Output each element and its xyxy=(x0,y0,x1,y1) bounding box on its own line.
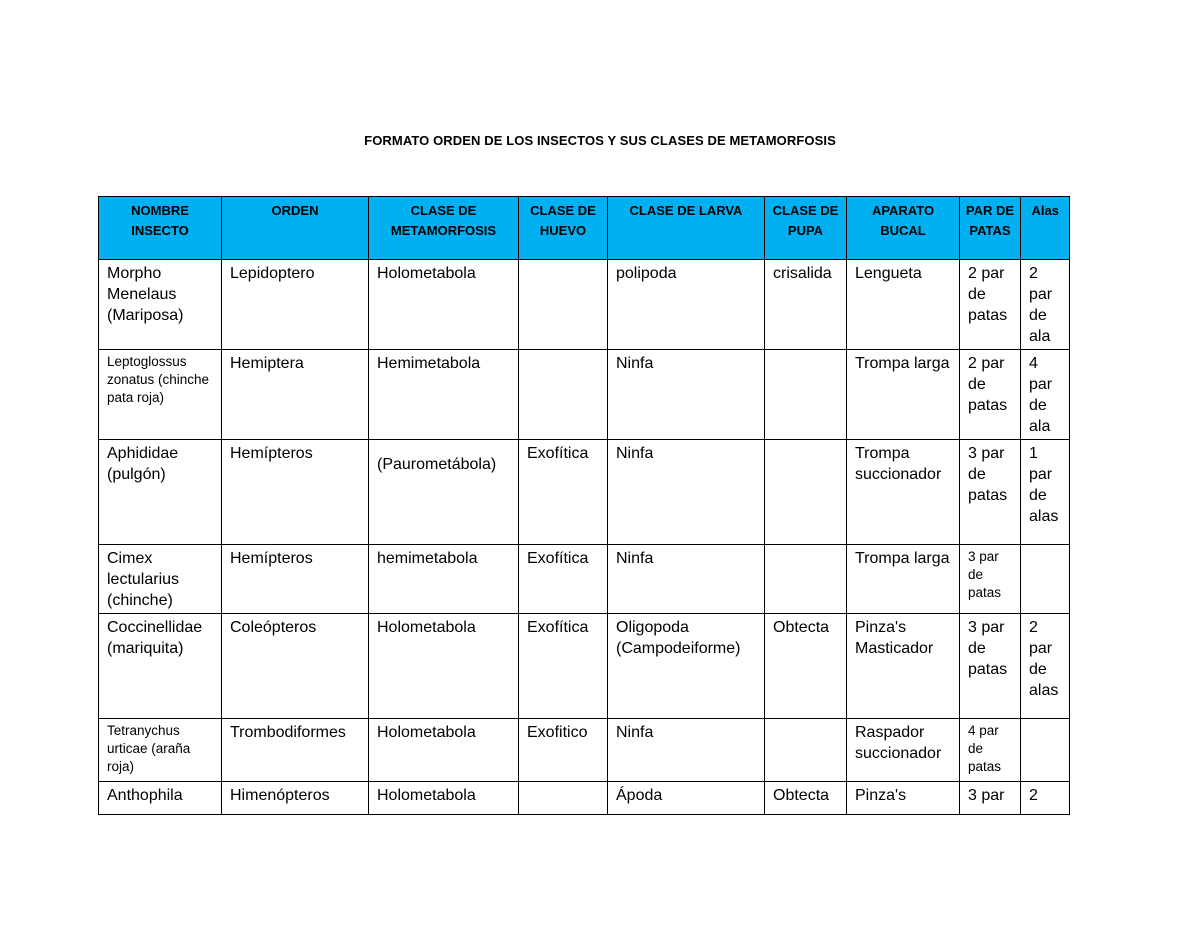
table-row xyxy=(99,719,1070,782)
table-row xyxy=(99,350,1070,440)
cell-patas: 3 par de patas xyxy=(960,545,1021,614)
cell-orden: Hemípteros xyxy=(222,545,369,614)
cell-orden: Himenópteros xyxy=(222,782,369,815)
table-row xyxy=(99,782,1070,815)
header-nombre-insecto: NOMBRE INSECTO xyxy=(99,197,222,260)
table-body xyxy=(99,260,1070,815)
table-row xyxy=(99,545,1070,614)
cell-metamorfosis: hemimetabola xyxy=(369,545,519,614)
cell-larva: Oligopoda (Campodeiforme) xyxy=(608,614,765,719)
table-header xyxy=(99,197,1070,260)
cell-nombre: Aphididae (pulgón) xyxy=(99,440,222,545)
cell-metamorfosis: Holometabola xyxy=(369,614,519,719)
cell-aparato-bucal: Trompa succionador xyxy=(847,440,960,545)
header-clase-larva: CLASE DE LARVA xyxy=(608,197,765,260)
header-alas: Alas xyxy=(1021,197,1070,260)
cell-larva: polipoda xyxy=(608,260,765,350)
cell-larva: Ápoda xyxy=(608,782,765,815)
table-row xyxy=(99,440,1070,545)
cell-metamorfosis: Hemimetabola xyxy=(369,350,519,440)
cell-patas: 3 par de patas xyxy=(960,614,1021,719)
cell-orden: Coleópteros xyxy=(222,614,369,719)
cell-orden: Hemiptera xyxy=(222,350,369,440)
cell-pupa xyxy=(765,545,847,614)
cell-patas: 4 par de patas xyxy=(960,719,1021,782)
cell-larva: Ninfa xyxy=(608,350,765,440)
header-row xyxy=(99,197,1070,260)
cell-pupa xyxy=(765,350,847,440)
cell-huevo xyxy=(519,260,608,350)
document-title: FORMATO ORDEN DE LOS INSECTOS Y SUS CLASES DE METAMORFOSIS xyxy=(364,133,836,148)
cell-patas: 3 par de patas xyxy=(960,440,1021,545)
cell-aparato-bucal: Lengueta xyxy=(847,260,960,350)
cell-pupa: Obtecta xyxy=(765,782,847,815)
cell-nombre: Anthophila xyxy=(99,782,222,815)
cell-patas: 3 par xyxy=(960,782,1021,815)
cell-patas: 2 par de patas xyxy=(960,260,1021,350)
cell-aparato-bucal: Trompa larga xyxy=(847,545,960,614)
cell-orden: Lepidoptero xyxy=(222,260,369,350)
cell-aparato-bucal: Pinza's Masticador xyxy=(847,614,960,719)
cell-alas: 2 par de ala xyxy=(1021,260,1070,350)
table-row xyxy=(99,614,1070,719)
cell-larva: Ninfa xyxy=(608,545,765,614)
cell-pupa: crisalida xyxy=(765,260,847,350)
header-clase-metamorfosis: CLASE DE METAMORFOSIS xyxy=(369,197,519,260)
cell-huevo: Exofítica xyxy=(519,614,608,719)
cell-orden: Trombodiformes xyxy=(222,719,369,782)
cell-huevo xyxy=(519,350,608,440)
cell-aparato-bucal: Raspador succionador xyxy=(847,719,960,782)
cell-aparato-bucal: Trompa larga xyxy=(847,350,960,440)
cell-pupa xyxy=(765,440,847,545)
cell-metamorfosis: Holometabola xyxy=(369,719,519,782)
cell-aparato-bucal: Pinza's xyxy=(847,782,960,815)
cell-metamorfosis: Holometabola xyxy=(369,782,519,815)
cell-pupa: Obtecta xyxy=(765,614,847,719)
cell-larva: Ninfa xyxy=(608,440,765,545)
cell-huevo xyxy=(519,782,608,815)
cell-metamorfosis: (Paurometábola) xyxy=(369,440,519,545)
header-clase-pupa: CLASE DE PUPA xyxy=(765,197,847,260)
cell-huevo: Exofítica xyxy=(519,440,608,545)
header-par-patas: PAR DE PATAS xyxy=(960,197,1021,260)
cell-larva: Ninfa xyxy=(608,719,765,782)
header-clase-huevo: CLASE DE HUEVO xyxy=(519,197,608,260)
cell-alas xyxy=(1021,545,1070,614)
cell-metamorfosis: Holometabola xyxy=(369,260,519,350)
cell-nombre: Cimex lectularius (chinche) xyxy=(99,545,222,614)
cell-alas: 2 par de alas xyxy=(1021,614,1070,719)
cell-patas: 2 par de patas xyxy=(960,350,1021,440)
cell-nombre: Morpho Menelaus (Mariposa) xyxy=(99,260,222,350)
cell-alas: 1 par de alas xyxy=(1021,440,1070,545)
cell-alas: 2 xyxy=(1021,782,1070,815)
cell-nombre: Leptoglossus zonatus (chinche pata roja) xyxy=(99,350,222,440)
header-aparato-bucal: APARATO BUCAL xyxy=(847,197,960,260)
cell-alas xyxy=(1021,719,1070,782)
insect-table xyxy=(98,196,1070,815)
cell-huevo: Exofítica xyxy=(519,545,608,614)
cell-huevo: Exofitico xyxy=(519,719,608,782)
cell-nombre: Tetranychus urticae (araña roja) xyxy=(99,719,222,782)
header-orden: ORDEN xyxy=(222,197,369,260)
cell-alas: 4 par de ala xyxy=(1021,350,1070,440)
cell-pupa xyxy=(765,719,847,782)
cell-orden: Hemípteros xyxy=(222,440,369,545)
cell-nombre: Coccinellidae (mariquita) xyxy=(99,614,222,719)
table-row xyxy=(99,260,1070,350)
